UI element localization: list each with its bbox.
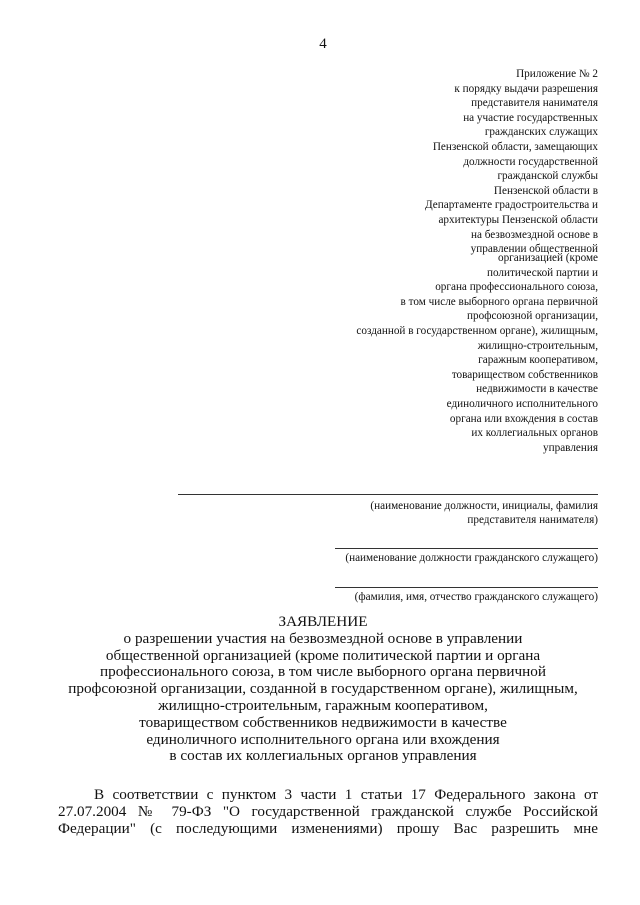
appendix-line: Приложение № 2 — [516, 68, 598, 80]
title-line: о разрешении участия на безвозмездной основе в управлении — [123, 629, 523, 647]
appendix-line: Пензенской области в — [493, 184, 598, 197]
name-field-line[interactable] — [335, 587, 598, 588]
title-line: профессионального союза, в том числе выборного органа первичной — [99, 663, 547, 681]
body-line: 27.07.2004 № 79-ФЗ "О государственной гражданской службе Российской — [58, 803, 598, 820]
appendix-line: в том числе выборного органа первичной — [400, 295, 598, 308]
document-title — [40, 614, 606, 765]
title-line: единоличного исполнительного органа или вхождения — [146, 730, 500, 748]
appendix-header-continued — [356, 251, 598, 455]
appendix-line: органа профессионального союза, — [435, 281, 598, 294]
appendix-line: на участие государственных — [463, 111, 598, 124]
appendix-line: политической партии и — [486, 266, 598, 279]
title-line: общественной организацией (кроме политической партии и органа — [105, 646, 541, 664]
caption-line: представителя нанимателя) — [467, 514, 598, 526]
appendix-line: недвижимости в качестве — [476, 383, 598, 396]
employer-field-line[interactable] — [178, 494, 598, 495]
title-line: жилищно-строительным, гаражным кооперативом, — [158, 696, 488, 714]
appendix-line: жилищно-строительным, — [477, 339, 598, 352]
appendix-line: должности государственной — [463, 155, 598, 168]
appendix-line: единоличного исполнительного — [446, 397, 598, 410]
appendix-line: к порядку выдачи разрешения — [454, 82, 598, 95]
page-number: 4 — [319, 36, 327, 52]
appendix-header — [425, 67, 598, 257]
appendix-line: на безвозмездной основе в — [470, 228, 598, 241]
appendix-line: организацией (кроме — [497, 252, 598, 264]
appendix-line: гражданской службы — [497, 170, 598, 183]
appendix-line: управлении общественной — [470, 243, 598, 256]
appendix-line: их коллегиальных органов — [471, 427, 598, 440]
position-field-caption: (наименование должности гражданского служащего) — [345, 552, 598, 564]
body-paragraph — [58, 786, 598, 837]
employer-field-caption — [370, 499, 598, 527]
name-field-caption: (фамилия, имя, отчество гражданского служащего) — [354, 591, 598, 603]
title-line: ЗАЯВЛЕНИЕ — [278, 613, 368, 630]
appendix-line: Пензенской области, замещающих — [432, 140, 598, 153]
title-line: в состав их коллегиальных органов управления — [169, 747, 477, 765]
title-line: профсоюзной организации, созданной в государственном органе), жилищным, — [68, 680, 578, 698]
appendix-line: товариществом собственников — [451, 368, 598, 381]
appendix-line: гаражным кооперативом, — [478, 354, 598, 367]
appendix-line: гражданских служащих — [484, 126, 598, 139]
appendix-line: архитектуры Пензенской области — [438, 213, 598, 226]
appendix-line: управления — [543, 441, 598, 454]
appendix-line: органа или вхождения в состав — [449, 412, 598, 425]
position-field-line[interactable] — [335, 548, 598, 549]
appendix-line: представителя нанимателя — [471, 97, 598, 110]
body-line: В соответствии с пунктом 3 части 1 статьи 17 Федерального закона от — [94, 786, 598, 803]
appendix-line: профсоюзной организации, — [467, 310, 598, 323]
body-line: Федерации" (с последующими изменениями) прошу Вас разрешить мне — [58, 820, 598, 837]
title-line: товариществом собственников недвижимости в качестве — [139, 713, 507, 731]
caption-line: (наименование должности, инициалы, фамилия — [370, 500, 598, 512]
appendix-line: созданной в государственном органе), жилищным, — [356, 324, 598, 337]
appendix-line: Департаменте градостроительства и — [425, 199, 598, 212]
